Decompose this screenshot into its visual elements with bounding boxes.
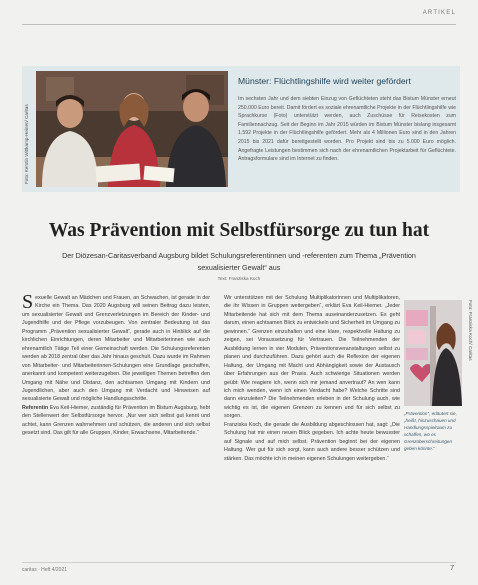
- article-title: Was Prävention mit Selbstfürsorge zu tun hat: [48, 220, 430, 241]
- trainer-photo: [404, 300, 462, 406]
- paragraph: Wir unterstützen mit der Schulung Multiplikatorinnen und Multiplikatoren, die ihr Wissen in Gruppen weitergeben“, erklärt Eva Keil-Hiemer. „Jeder Mitarbeitende hat sich mit dem Thema auseinanderzusetzen. Es geht darum, einen achtsamen Blick zu entwickeln und Sicherheit im Umgang zu gewinnen.“ Grenzen einzuhalten und eine klare, respektvolle Haltung zu zeigen, sei Voraussetzung für Vertrauen. Die Teilnehmenden der Ausbildung lernen in vier Modulen, Präventionsveranstaltungen selbst zu planen und durchzuführen. Dazu gehört auch die Reflexion der eigenen Haltung, der Umgang mit Macht und Abhängigkeit sowie der Austausch über Erfahrungen aus der Praxis. Auch schwierige Situationen werden geübt: Wie reagiere ich, wenn sich mir jemand anvertraut? An wen kann ich mich wenden, wenn ich einen Verdacht habe? Welche Schritte sind dann einzuleiten? Die Teilnehmenden erleben in der Schulung auch, wie wichtig es ist, die eigenen Grenzen zu kennen und für sich selbst zu sorgen.: [224, 295, 400, 420]
- article-column-1: [22, 294, 210, 564]
- box-headline: Münster: Flüchtlingshilfe wird weiter gefördert: [238, 76, 411, 86]
- article-column-2: [224, 294, 400, 564]
- box-text: Im sechsten Jahr und dem siebten Einzug von Geflüchteten steht das Bistum Münster erneut 250.000 Euro bereit. Damit fördert es soziale ehrenamtliche Projekte in der Flüchtlingshilfe wie Sprachkurse (Foto) unterstützt werden, auch Zuschüsse für Reisekosten zum Familiennachzug. Seit der Beginn im Jahr 2015 würden im Bistum Münster bislang insgesamt 1.592 Projekte in der Flüchtlingshilfe gefördert. Mehr als 4 Millionen Euro sind in den Jahren 2015 bis 2021 dafür bereitgestellt worden. Pro Projekt sind bis zu 5.000 Euro möglich. Angefragte Leistungen bestimmen sich nach der ehrenamtlichen Projektarbeit für Geflüchtete. Antragsformulare sind im Internet zu finden.: [238, 96, 456, 163]
- footer-rule: [22, 562, 456, 563]
- footer-magazine: caritas · Heft 4/2021: [22, 567, 68, 573]
- paragraph: [22, 404, 210, 438]
- language-course-photo: [36, 71, 228, 187]
- drop-cap: S: [22, 294, 34, 313]
- people-at-table-illustration: [36, 71, 228, 187]
- paragraph: [22, 294, 210, 404]
- woman-at-board-illustration: [404, 300, 462, 406]
- side-photo-caption: „Prävention“, erläutert sie, „heißt, hinzuschauen und Handlungsspielraum zu schaffen, wo es Grenzüberschreitungen geben könnte.“: [404, 411, 457, 451]
- article-byline: Text: Franziska Koch: [217, 276, 261, 281]
- paragraph-text: Eva Keil-Hiemer, zuständig für Prävention im Bistum Augsburg, hebt den Stellenwert der Selbstfürsorge hervor. „Nur wer sich selbst gut kennt und achtet, kann Grenzen wahrnehmen und schützen, die anderen und sich selbst gesetzt sind. Das gilt für alle Gruppen, Kinder, Erwachsene, Mitarbeitende.“: [22, 404, 210, 437]
- box-photo-credit: Foto: Kerstin Wittkamp-Heinen/ Caritas: [24, 104, 29, 184]
- top-rule: [22, 24, 456, 25]
- article-subtitle: Der Diözesan-Caritasverband Augsburg bildet Schulungsreferentinnen und -referenten zum Thema „Prävention sexualisierter Gewalt“ aus: [62, 251, 416, 272]
- paragraph-lead: Referentin: [22, 404, 49, 411]
- paragraph: Franziska Koch, die gerade die Ausbildung abgeschlossen hat, sagt: „Die Schulung hat mir einen neuen Blick gegeben. Ich achte heute bewusster auf Signale und auf mich selbst. Prävention beginnt bei der eigenen Haltung. Wer gut für sich sorgt, kann auch andere besser schützen und stärken. Das möchte ich in meinen eigenen Schulungen weitergeben.“: [224, 421, 400, 462]
- side-photo-credit: Foto: Franziska Koch/ Caritas: [468, 300, 473, 361]
- paragraph-text: exuelle Gewalt an Mädchen und Frauen, an Schwachen, ist gerade in der Kirche ein Thema. Das 2020 Augsburg will seinen Beitrag dazu leisten, um sexualisierter Gewalt und Grenzverletzungen im Bereich der Kinder- und Jugendhilfe und der Pflege vorzubeugen. Von zentraler Bedeutung ist das Programm „Prävention sexualisierter Gewalt“, gerade auch in Hinblick auf die kirchlichen Einrichtungen, deren Mitarbeiter und Mitarbeiterinnen wie auch ehrenamtlich Tätige Teil einer Gemeinschaft werden. Die Schulungsreferenten werden ab 2018 zentral über das Jahr hinaus geschult. Dazu wurde im Rahmen von Mitarbeiter- und Mitarbeiterinnen-Schulungen eine Grundlage geschaffen, anerkannt und kompetent weiterzugeben. Die jeweiligen Themen betreffen den Umgang mit Nähe und Distanz, den achtsamen Umgang mit Kindern und Jugendlichen, aber auch den Umgang mit Verdacht und Hinweisen auf sexualisierte Gewalt und mögliche Handlungsschritte.: [22, 295, 210, 403]
- section-tag: ARTIKEL: [422, 10, 456, 16]
- page-number: 7: [450, 565, 454, 572]
